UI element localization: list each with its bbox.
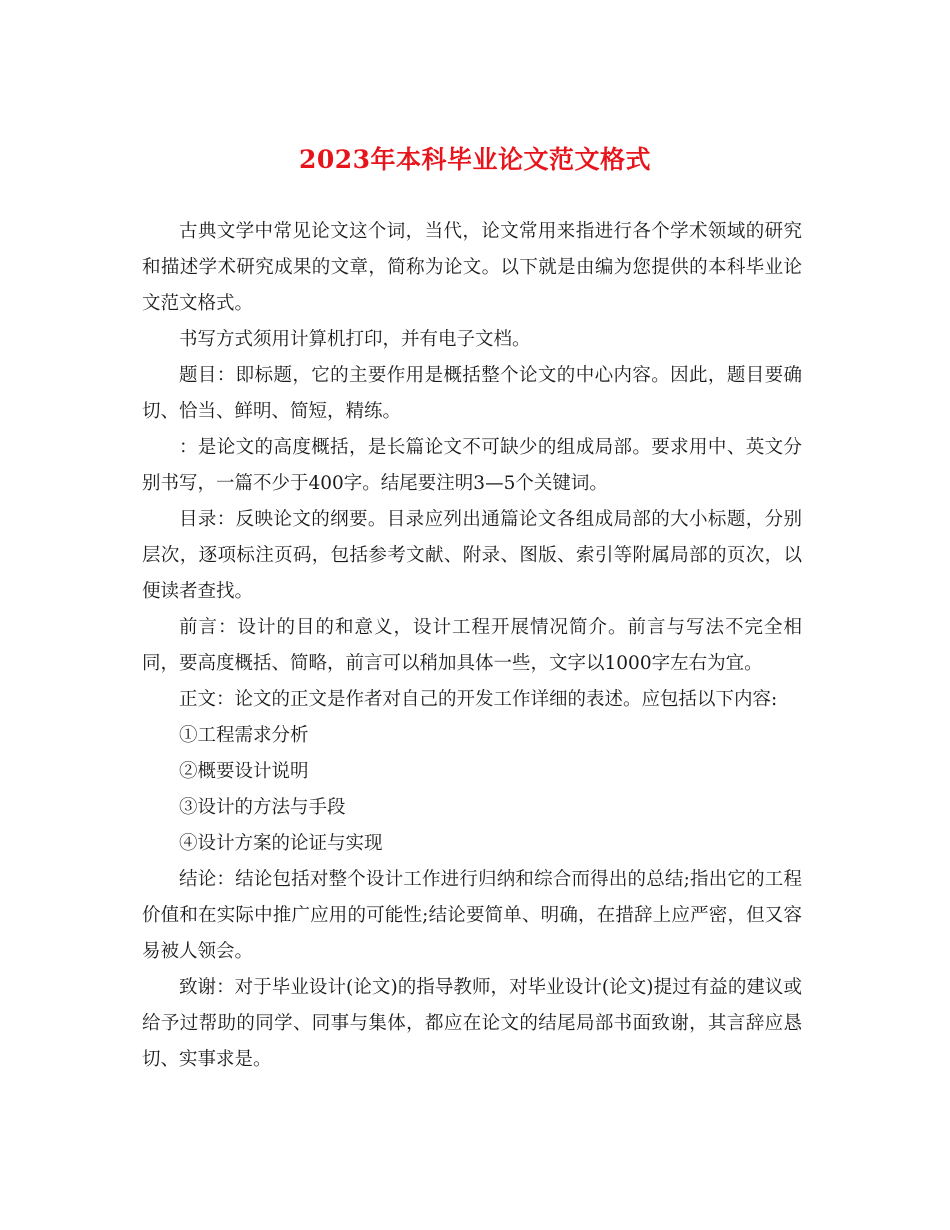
paragraph-preface-section: 前言：设计的目的和意义，设计工程开展情况简介。前言与写法不完全相同，要高度概括、简略，前言可以稍加具体一些，文字以1000字左右为宜。 — [142, 617, 802, 674]
list-item-methods: ③设计的方法与手段 — [179, 797, 346, 818]
document-title: 2023年本科毕业论文范文格式 — [298, 145, 652, 174]
list-item-requirements: ①工程需求分析 — [179, 725, 309, 746]
paragraph-title-section: 题目：即标题，它的主要作用是概括整个论文的中心内容。因此，题目要确切、恰当、鲜明、简短，精练。 — [142, 365, 802, 422]
document-body — [142, 214, 802, 1078]
list-item-design-summary: ②概要设计说明 — [179, 761, 309, 782]
paragraph-contents-section: 目录：反映论文的纲要。目录应列出通篇论文各组成局部的大小标题，分别层次，逐项标注页码，包括参考文献、附录、图版、索引等附属局部的页次，以便读者查找。 — [142, 509, 802, 602]
paragraph-conclusion-section: 结论：结论包括对整个设计工作进行归纳和综合而得出的总结;指出它的工程价值和在实际中推广应用的可能性;结论要简单、明确，在措辞上应严密，但又容易被人领会。 — [142, 869, 802, 962]
paragraph-writing-method: 书写方式须用计算机打印，并有电子文档。 — [179, 329, 531, 350]
list-item-implementation: ④设计方案的论证与实现 — [179, 833, 383, 854]
paragraph-body-section: 正文：论文的正文是作者对自己的开发工作详细的表述。应包括以下内容: — [179, 689, 778, 710]
paragraph-intro: 古典文学中常见论文这个词，当代，论文常用来指进行各个学术领域的研究和描述学术研究成果的文章，简称为论文。以下就是由编为您提供的本科毕业论文范文格式。 — [142, 221, 802, 314]
paragraph-abstract-section: ：是论文的高度概括，是长篇论文不可缺少的组成局部。要求用中、英文分别书写，一篇不少于400字。结尾要注明3—5个关键词。 — [142, 437, 802, 494]
paragraph-acknowledgement-section: 致谢：对于毕业设计(论文)的指导教师，对毕业设计(论文)提过有益的建议或给予过帮助的同学、同事与集体，都应在论文的结尾局部书面致谢，其言辞应恳切、实事求是。 — [142, 977, 802, 1070]
